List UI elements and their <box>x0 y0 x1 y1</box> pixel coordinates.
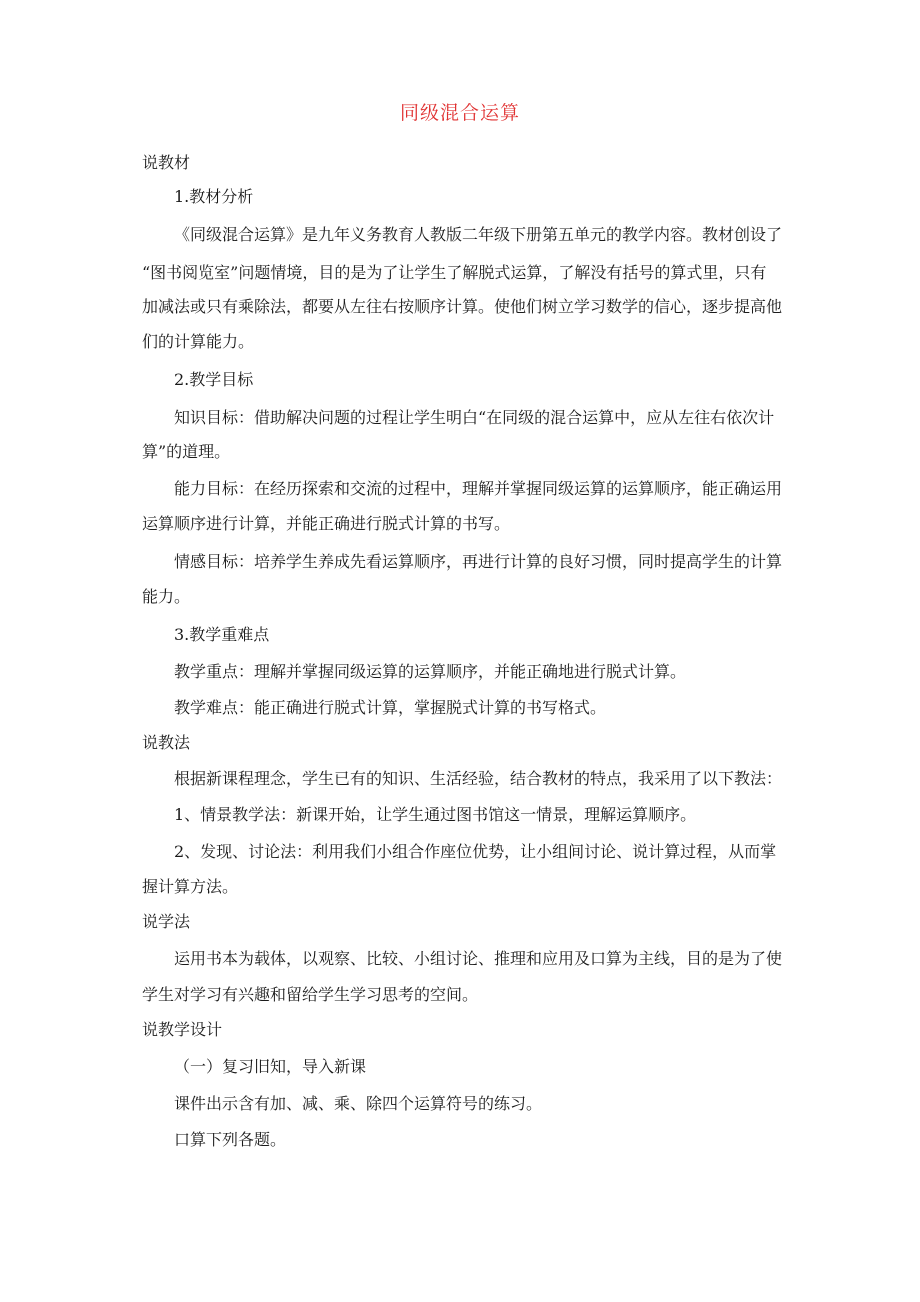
document-title: 同级混合运算 <box>399 102 520 124</box>
paragraph-line: 们的计算能力。 <box>142 332 255 351</box>
subheading-teaching-goals: 2.教学目标 <box>174 370 254 389</box>
paragraph-line: 能力。 <box>142 587 191 606</box>
section-heading-textbook: 说教材 <box>142 153 191 172</box>
subheading-key-difficulties: 3.教学重难点 <box>174 625 270 644</box>
paragraph-line: 加减法或只有乘除法，都要从左往右按顺序计算。使他们树立学习数学的信心，逐步提高他 <box>142 297 783 316</box>
paragraph-line: 课件出示含有加、减、乘、除四个运算符号的练习。 <box>174 1094 543 1113</box>
paragraph-line: 握计算方法。 <box>142 877 239 896</box>
paragraph-line: 根据新课程理念，学生已有的知识、生活经验，结合教材的特点，我采用了以下教法： <box>174 769 783 788</box>
section-heading-teaching-method: 说教法 <box>142 733 191 752</box>
paragraph-line: 2、发现、讨论法：利用我们小组合作座位优势，让小组间讨论、说计算过程，从而掌 <box>174 842 777 861</box>
paragraph-line: 学生对学习有兴趣和留给学生学习思考的空间。 <box>142 985 479 1004</box>
paragraph-line: “图书阅览室”问题情境，目的是为了让学生了解脱式运算，了解没有括号的算式里，只有 <box>142 263 767 282</box>
subheading-textbook-analysis: 1.教材分析 <box>174 187 254 206</box>
paragraph-line: 1、情景教学法：新课开始，让学生通过图书馆这一情景，理解运算顺序。 <box>174 805 697 824</box>
paragraph-line: 口算下列各题。 <box>174 1130 287 1149</box>
paragraph-line: 教学重点：理解并掌握同级运算的运算顺序，并能正确地进行脱式计算。 <box>174 662 687 681</box>
paragraph-line: 情感目标：培养学生养成先看运算顺序，再进行计算的良好习惯，同时提高学生的计算 <box>174 552 783 571</box>
paragraph-line: 算”的道理。 <box>142 442 231 461</box>
paragraph-line: 教学难点：能正确进行脱式计算，掌握脱式计算的书写格式。 <box>174 698 607 717</box>
subheading-review: （一）复习旧知，导入新课 <box>174 1057 367 1076</box>
paragraph-line: 运算顺序进行计算，并能正确进行脱式计算的书写。 <box>142 514 511 533</box>
paragraph-line: 运用书本为载体，以观察、比较、小组讨论、推理和应用及口算为主线，目的是为了使 <box>174 949 783 968</box>
paragraph-line: 知识目标：借助解决问题的过程让学生明白“在同级的混合运算中，应从左往右依次计 <box>174 408 775 427</box>
section-heading-learning-method: 说学法 <box>142 912 191 931</box>
section-heading-lesson-design: 说教学设计 <box>142 1020 223 1039</box>
paragraph-line: 能力目标：在经历探索和交流的过程中，理解并掌握同级运算的运算顺序，能正确运用 <box>174 479 783 498</box>
paragraph-line: 《同级混合运算》是九年义务教育人教版二年级下册第五单元的教学内容。教材创设了 <box>174 225 783 244</box>
